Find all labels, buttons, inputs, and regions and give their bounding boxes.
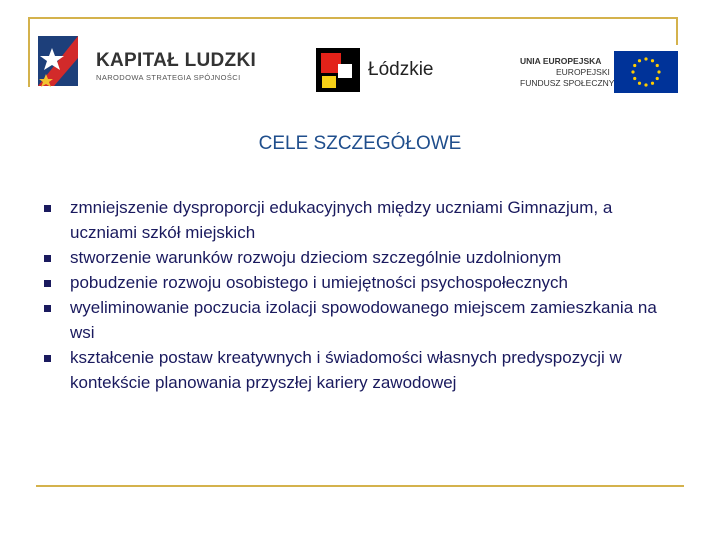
bullet-icon (44, 205, 51, 212)
lodzkie-label: Łódzkie (368, 59, 434, 80)
ue-label-line1: UNIA EUROPEJSKA (520, 56, 602, 66)
goal-text: kształcenie postaw kreatywnych i świadomości własnych predyspozycji w kontekście planowania przyszłej kariery zawodowej (70, 348, 622, 392)
list-item (40, 295, 660, 345)
eu-star-icon (651, 59, 654, 62)
kapital-ludzki-title: KAPITAŁ LUDZKI (96, 50, 257, 71)
kapital-ludzki-logo (34, 30, 94, 92)
eu-star-icon (638, 82, 641, 85)
eu-star-icon (638, 59, 641, 62)
eu-star-icon (656, 77, 659, 80)
frame-right-line (676, 17, 678, 45)
list-item (40, 245, 660, 270)
lodzkie-logo (316, 48, 360, 92)
ue-label-line2: EUROPEJSKI (556, 67, 610, 77)
bullet-icon (44, 255, 51, 262)
eu-star-icon (631, 70, 634, 73)
list-item (40, 270, 660, 295)
goal-text: pobudzenie rozwoju osobistego i umiejętności psychospołecznych (70, 273, 569, 292)
eu-flag-icon (614, 51, 678, 93)
eu-star-icon (644, 83, 647, 86)
goal-text: zmniejszenie dysproporcji edukacyjnych między uczniami Gimnazjum, a uczniami szkół miejskich (70, 198, 613, 242)
kapital-ludzki-subtitle: NARODOWA STRATEGIA SPÓJNOŚCI (96, 73, 241, 82)
frame-top-line (28, 17, 677, 19)
frame-bottom-line (36, 485, 684, 487)
bullet-icon (44, 355, 51, 362)
goal-text: wyeliminowanie poczucia izolacji spowodowanego miejscem zamieszkania na wsi (70, 298, 657, 342)
page-title: CELE SZCZEGÓŁOWE (258, 133, 462, 154)
frame-left-line (28, 17, 30, 87)
eu-star-icon (633, 77, 636, 80)
eu-star-icon (633, 64, 636, 67)
goals-list (40, 195, 660, 395)
bullet-icon (44, 280, 51, 287)
list-item (40, 195, 660, 245)
eu-star-icon (656, 64, 659, 67)
bullet-icon (44, 305, 51, 312)
list-item (40, 345, 660, 395)
ue-label-line3: FUNDUSZ SPOŁECZNY (520, 78, 615, 88)
eu-star-icon (644, 57, 647, 60)
goal-text: stworzenie warunków rozwoju dzieciom szczególnie uzdolnionym (70, 248, 562, 267)
eu-star-icon (657, 70, 660, 73)
eu-star-icon (651, 82, 654, 85)
